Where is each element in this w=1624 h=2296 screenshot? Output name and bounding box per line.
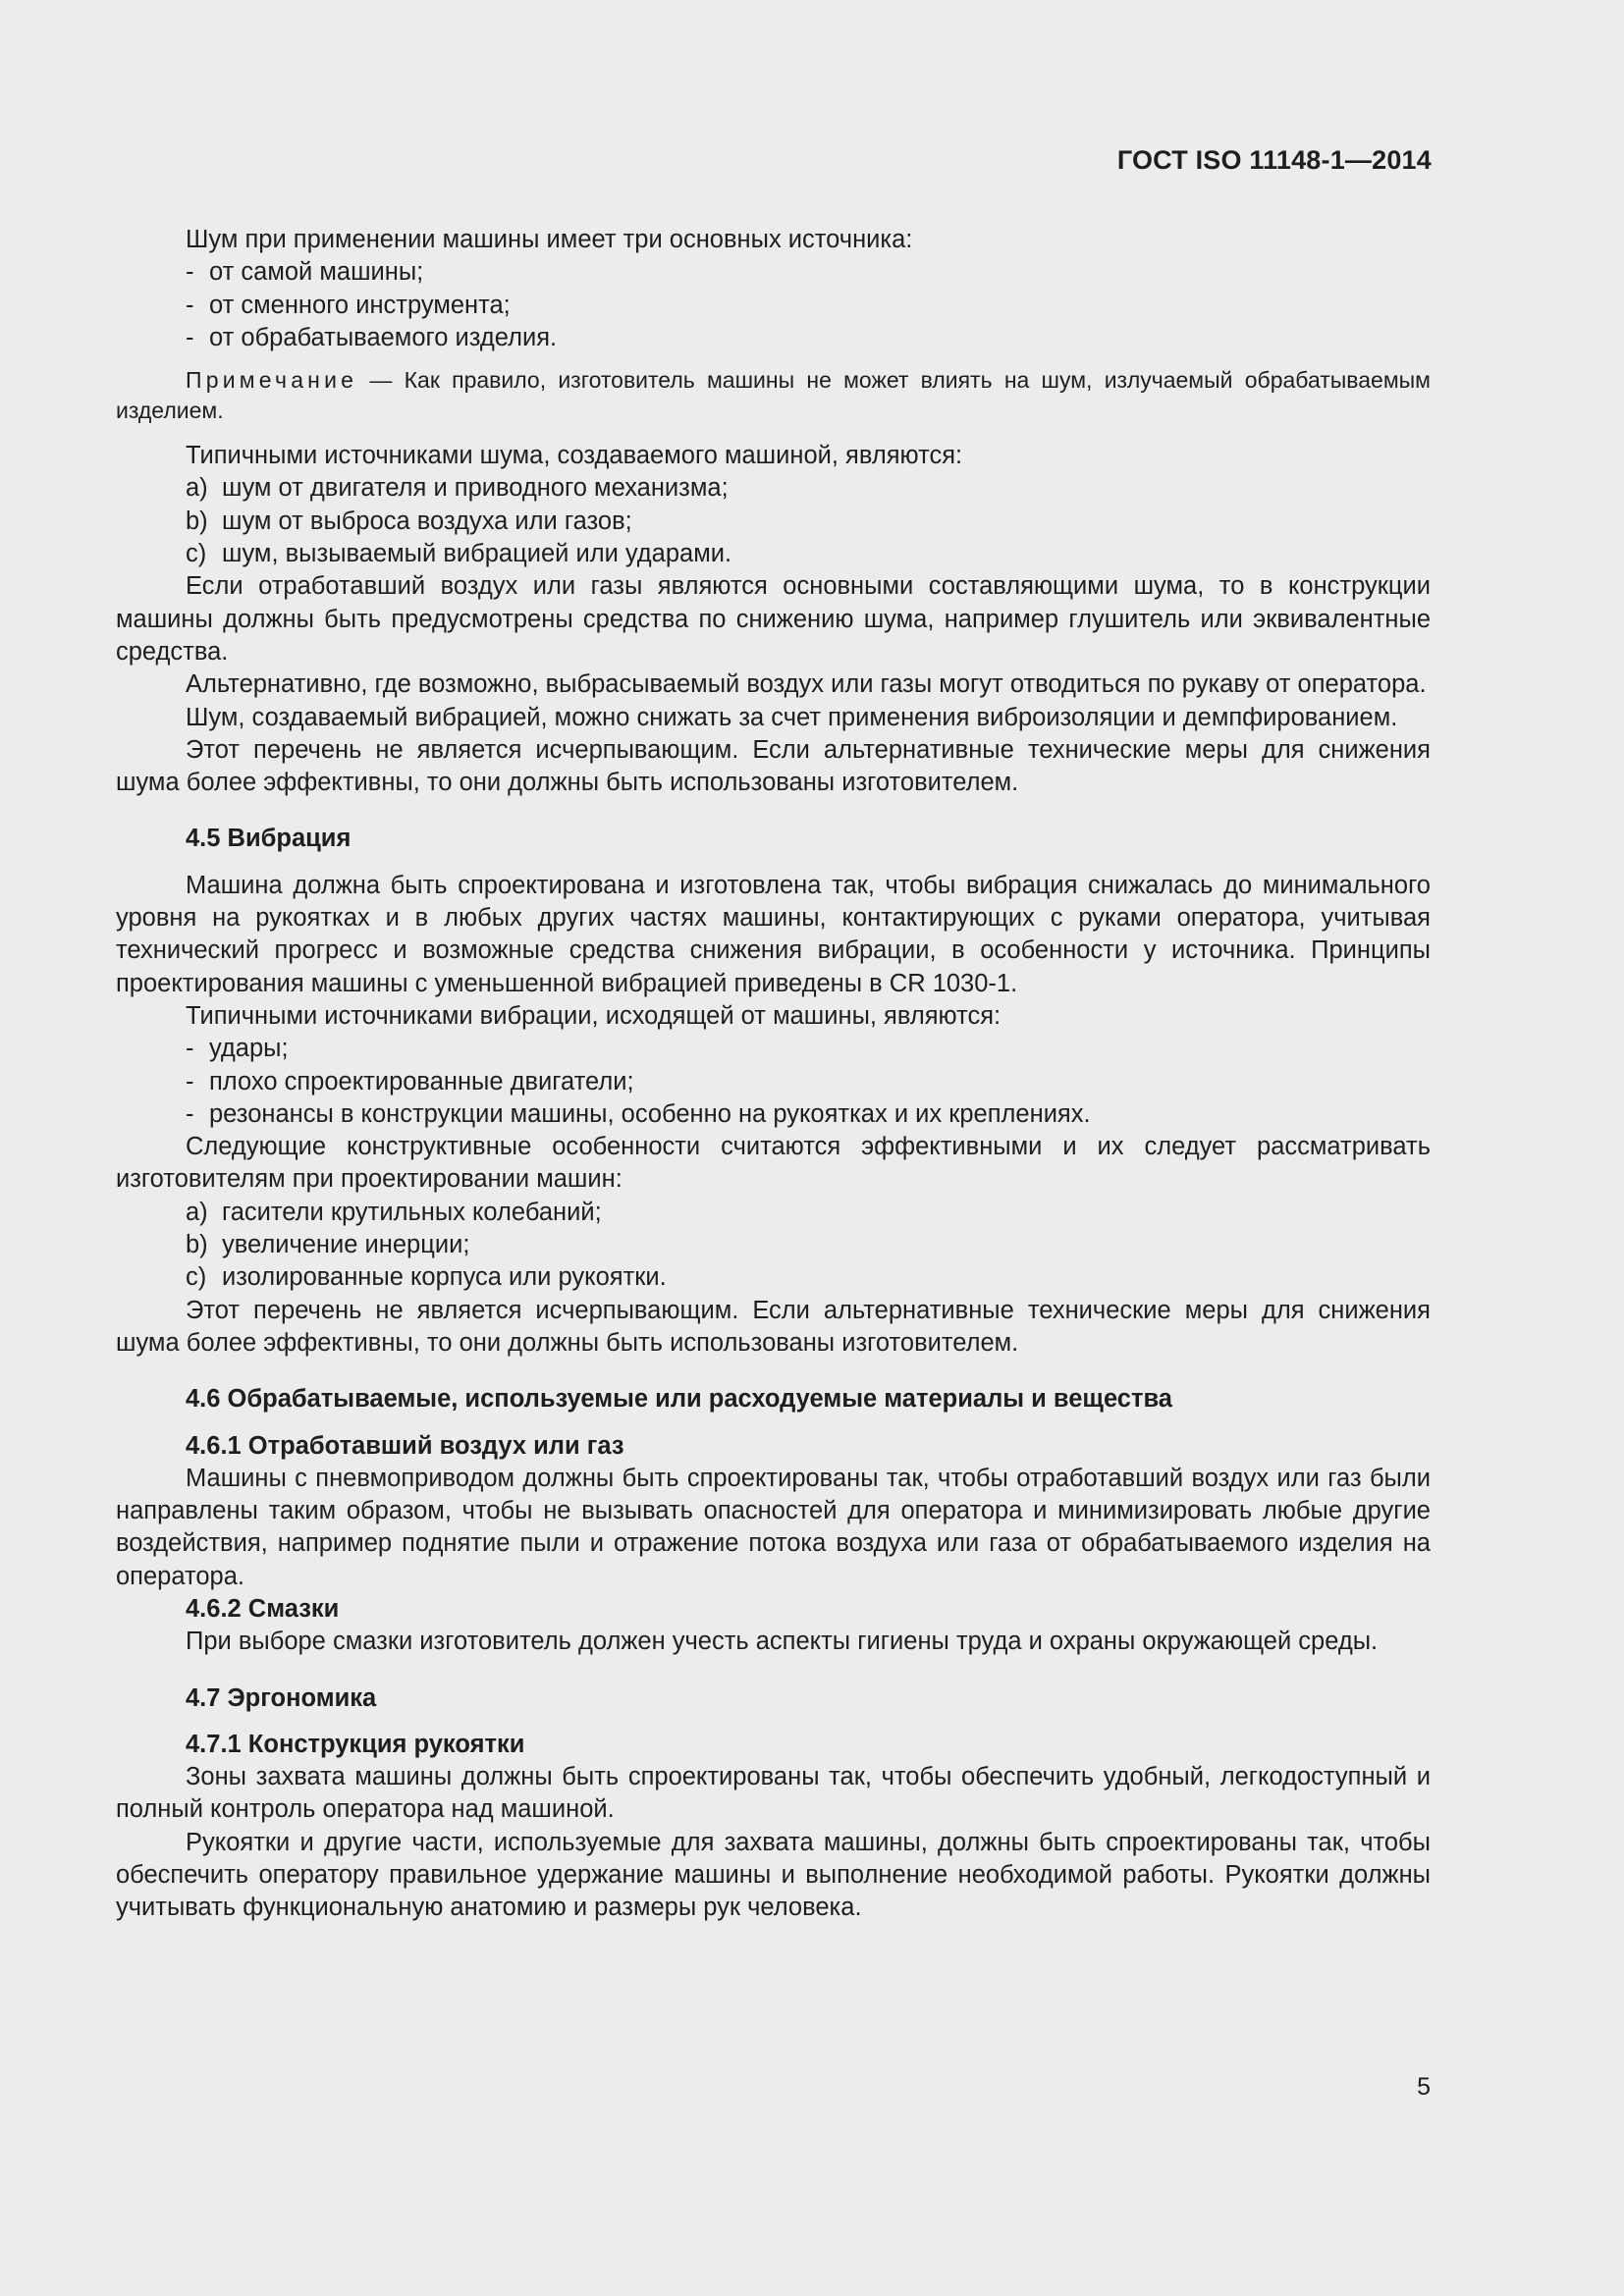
page-number: 5 <box>1417 2073 1431 2101</box>
list-item-text: шум, вызываемый вибрацией или ударами. <box>222 540 732 568</box>
section-heading-4-7: 4.7 Эргономика <box>186 1683 377 1712</box>
list-item <box>116 506 1431 538</box>
list-item-text: от самой машины; <box>209 258 424 287</box>
list-marker: a) <box>186 1198 208 1226</box>
paragraph: Рукоятки и другие части, используемые для захвата машины, должны быть спроектированы так, чтобы обеспечить оператору правильное удержание машины и выполнение необходимой работы. Рукоятки должны учитывать функциональную анатомию и размеры рук человека. <box>116 1828 1431 1922</box>
list-item <box>116 1261 1431 1294</box>
list-marker: c) <box>186 1263 207 1292</box>
list-item-text: от сменного инструмента; <box>209 291 511 319</box>
list-marker: c) <box>186 540 207 568</box>
subsection-heading-4-6-2: 4.6.2 Смазки <box>186 1594 340 1623</box>
list-item-text: изолированные корпуса или рукоятки. <box>222 1263 667 1292</box>
paragraph: Машина должна быть спроектирована и изготовлена так, чтобы вибрация снижалась до минимального уровня на рукоятках и в любых других частях машины, контактирующих с руками оператора, учитывая технический прогресс и возможные средства снижения вибрации, в особенности у источника. Принципы проектирования машины с уменьшенной вибрацией приведены в CR 1030-1. <box>116 871 1431 997</box>
paragraph: Шум при применении машины имеет три основных источника: <box>186 226 913 253</box>
section-heading-4-6: 4.6 Обрабатываемые, используемые или расходуемые материалы и вещества <box>186 1385 1172 1414</box>
list-item: - плохо спроектированные двигатели; <box>186 1067 634 1095</box>
subsection-heading-4-6-1: 4.6.1 Отработавший воздух или газ <box>186 1431 624 1460</box>
list-item-text: гасители крутильных колебаний; <box>222 1198 602 1226</box>
list-item: - удары; <box>186 1035 289 1063</box>
list-item-text: шум от двигателя и приводного механизма; <box>222 474 729 503</box>
paragraph: Типичными источниками вибрации, исходящей от машины, являются: <box>186 1001 1001 1030</box>
paragraph: Машины с пневмоприводом должны быть спроектированы так, чтобы отработавший воздух или газ были направлены таким образом, чтобы не вызывать опасностей для оператора и минимизировать любые другие воздействия, например поднятие пыли и отражение потока воздуха или газа от обрабатываемого изделия на оператора. <box>116 1464 1431 1590</box>
list-marker: a) <box>186 474 208 503</box>
note-label: Примечание <box>186 367 358 394</box>
document-id-header: ГОСТ ISO 11148-1—2014 <box>1116 145 1432 175</box>
list-item-text: резонансы в конструкции машины, особенно на рукоятках и их креплениях. <box>209 1099 1091 1128</box>
paragraph: Этот перечень не является исчерпывающим. Если альтернативные технические меры для снижения шума более эффективны, то они должны быть использованы изготовителем. <box>116 1296 1431 1357</box>
list-item <box>116 1229 1431 1261</box>
list-item-text: плохо спроектированные двигатели; <box>209 1067 634 1095</box>
list-item: - от сменного инструмента; <box>186 291 511 319</box>
paragraph: Типичными источниками шума, создаваемого машиной, являются: <box>186 442 963 470</box>
list-item <box>116 538 1431 570</box>
paragraph: Зоны захвата машины должны быть спроектированы так, чтобы обеспечить удобный, легкодоступный и полный контроль оператора над машиной. <box>116 1763 1431 1824</box>
list-item-text: от обрабатываемого изделия. <box>209 323 558 351</box>
note <box>116 365 1431 426</box>
page-content <box>116 224 1431 1925</box>
paragraph: При выборе смазки изготовитель должен учесть аспекты гигиены труда и охраны окружающей среды. <box>186 1628 1379 1656</box>
paragraph: Этот перечень не является исчерпывающим. Если альтернативные технические меры для снижения шума более эффективны, то они должны быть использованы изготовителем. <box>116 735 1431 797</box>
list-marker: b) <box>186 1231 208 1259</box>
list-item: - от обрабатываемого изделия. <box>186 323 558 351</box>
subsection-heading-4-7-1: 4.7.1 Конструкция рукоятки <box>186 1730 525 1758</box>
list-item <box>116 472 1431 505</box>
list-item <box>116 1197 1431 1229</box>
list-item-text: увеличение инерции; <box>222 1231 470 1259</box>
section-heading-4-5: 4.5 Вибрация <box>186 825 352 853</box>
list-item: - от самой машины; <box>186 258 424 287</box>
list-marker: b) <box>186 507 208 535</box>
paragraph: Если отработавший воздух или газы являются основными составляющими шума, то в конструкции машины должны быть предусмотрены средства по снижению шума, например глушитель или эквивалентные средства. <box>116 572 1431 666</box>
paragraph: Шум, создаваемый вибрацией, можно снижать за счет применения виброизоляции и демпфированием. <box>186 703 1398 731</box>
list-item: - резонансы в конструкции машины, особенно на рукоятках и их креплениях. <box>186 1099 1091 1128</box>
paragraph: Альтернативно, где возможно, выбрасываемый воздух или газы могут отводиться по рукаву от оператора. <box>186 670 1427 699</box>
note-text: — Как правило, изготовитель машины не может влиять на шум, излучаемый обрабатываемым изделием. <box>116 367 1431 424</box>
paragraph: Следующие конструктивные особенности считаются эффективными и их следует рассматривать изготовителям при проектировании машин: <box>116 1133 1431 1194</box>
list-item-text: шум от выброса воздуха или газов; <box>222 507 632 535</box>
list-item-text: удары; <box>209 1035 289 1063</box>
